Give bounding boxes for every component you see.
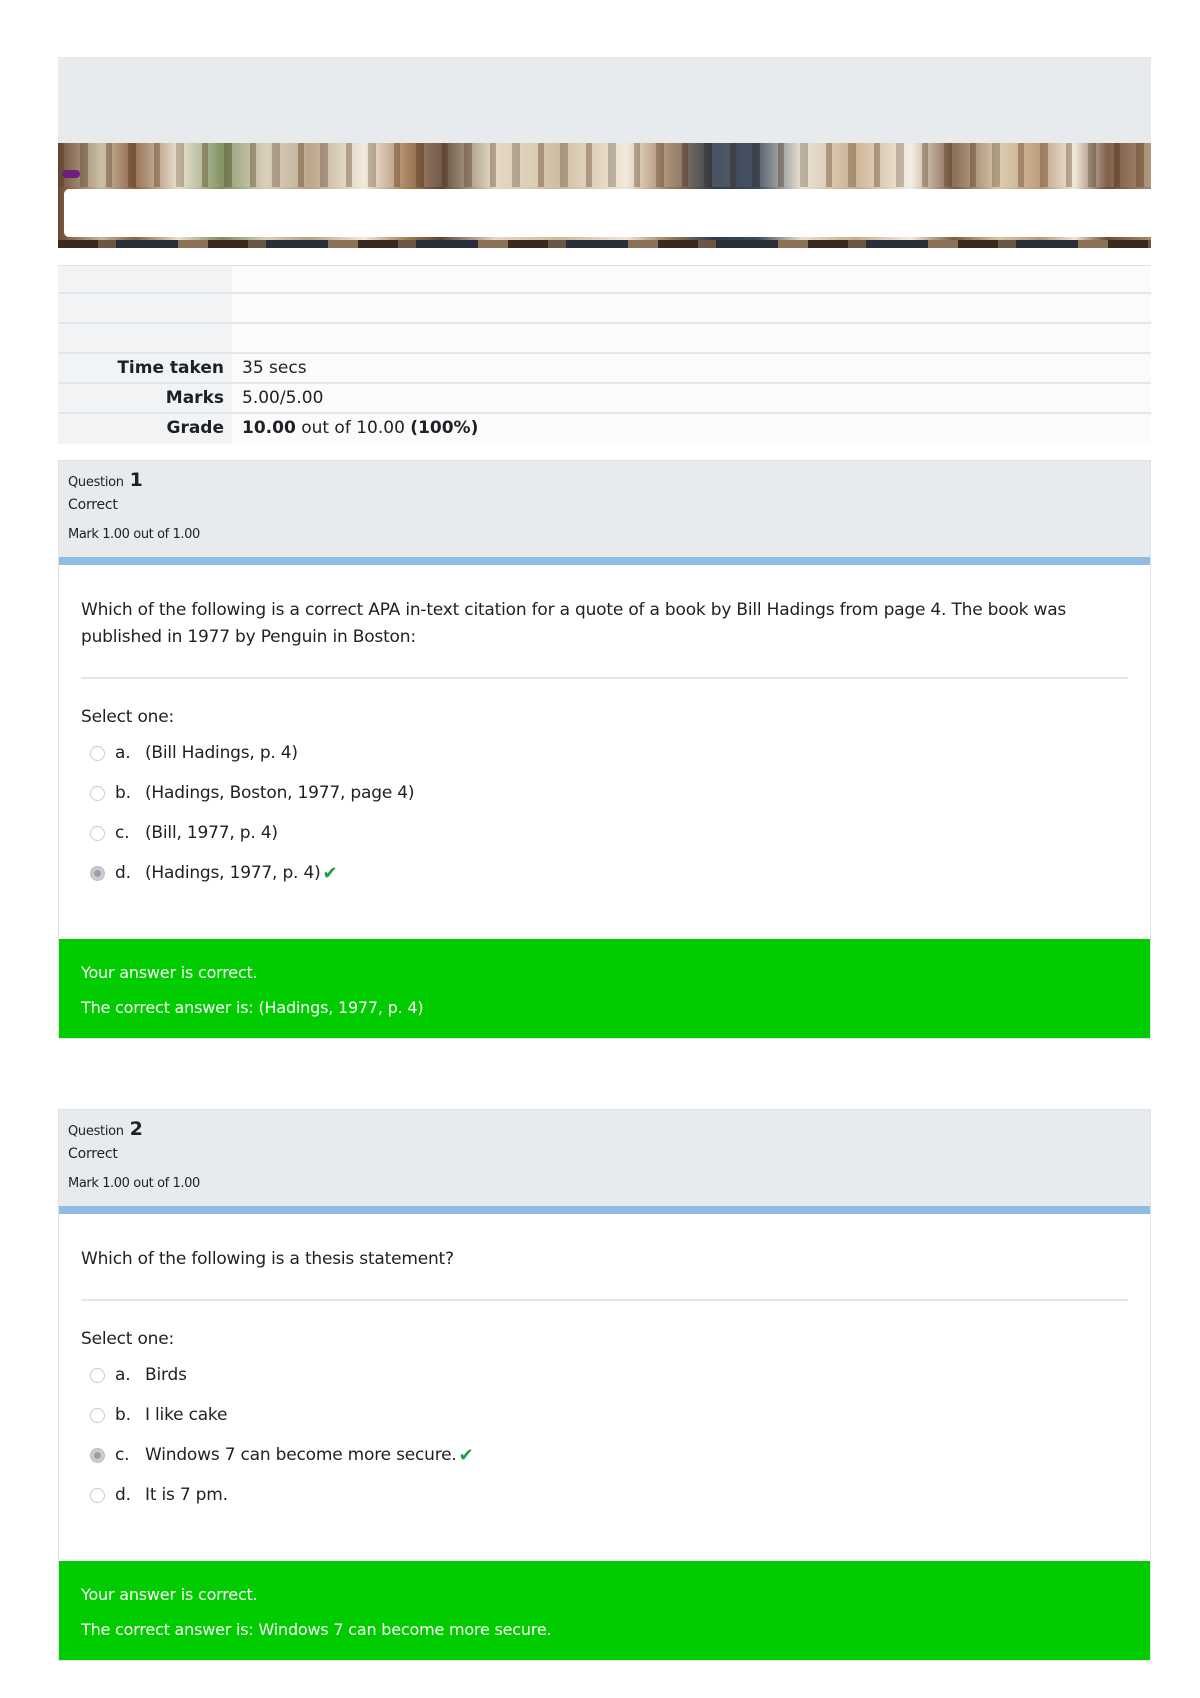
grade-out-of: out of 10.00 <box>301 418 405 438</box>
summary-label <box>58 294 232 322</box>
radio-button[interactable] <box>90 1408 105 1423</box>
option-letter: b. <box>115 783 131 803</box>
radio-button-selected[interactable] <box>90 866 105 881</box>
option-text: It is 7 pm. <box>145 1485 228 1505</box>
answer-option-d[interactable] <box>81 1475 1128 1515</box>
question-mark: Mark 1.00 out of 1.00 <box>68 1176 200 1191</box>
option-text: (Hadings, Boston, 1977, page 4) <box>145 783 415 803</box>
summary-row-grade <box>58 414 1151 444</box>
option-letter: d. <box>115 1485 131 1505</box>
radio-button[interactable] <box>90 786 105 801</box>
time-taken-label: Time taken <box>58 354 232 382</box>
summary-row <box>58 324 1151 354</box>
grade-value <box>232 414 1151 444</box>
option-text: (Bill, 1977, p. 4) <box>145 823 278 843</box>
question-2 <box>58 1109 1151 1661</box>
question-content <box>59 565 1150 939</box>
option-text: (Bill Hadings, p. 4) <box>145 743 298 763</box>
option-text: Windows 7 can become more secure. <box>145 1445 457 1465</box>
question-text: Which of the following is a thesis statement? <box>81 1246 1128 1301</box>
answer-options <box>81 1355 1128 1561</box>
radio-button-selected[interactable] <box>90 1448 105 1463</box>
grade-label: Grade <box>58 414 232 444</box>
summary-value <box>232 294 1151 322</box>
course-banner-image <box>58 143 1151 248</box>
feedback-text: Your answer is correct. <box>81 963 258 982</box>
select-one-prompt: Select one: <box>81 707 175 727</box>
option-text: (Hadings, 1977, p. 4) <box>145 863 321 883</box>
page-header-area <box>58 57 1151 143</box>
grade-score: 10.00 <box>242 418 296 438</box>
summary-value <box>232 266 1151 292</box>
marks-value: 5.00/5.00 <box>232 384 1151 412</box>
summary-row-marks <box>58 384 1151 414</box>
question-info <box>59 461 1150 565</box>
radio-button[interactable] <box>90 826 105 841</box>
answer-option-b[interactable] <box>81 773 1128 813</box>
answer-option-c[interactable] <box>81 1435 1128 1475</box>
question-state: Correct <box>68 497 118 513</box>
course-title-box <box>64 189 1151 237</box>
correct-answer-text: The correct answer is: Windows 7 can become more secure. <box>81 1620 552 1639</box>
answer-option-d[interactable] <box>81 853 1128 893</box>
check-icon: ✔ <box>322 862 338 884</box>
feedback-panel <box>59 1561 1150 1660</box>
question-mark: Mark 1.00 out of 1.00 <box>68 527 200 542</box>
summary-value <box>232 324 1151 352</box>
attempt-summary-table <box>58 265 1151 444</box>
summary-label <box>58 324 232 352</box>
radio-button[interactable] <box>90 1488 105 1503</box>
radio-button[interactable] <box>90 1368 105 1383</box>
banner-handle-icon <box>62 170 80 178</box>
question-number: Question 2 <box>68 1118 143 1140</box>
option-letter: b. <box>115 1405 131 1425</box>
answer-option-c[interactable] <box>81 813 1128 853</box>
question-info <box>59 1110 1150 1214</box>
feedback-panel <box>59 939 1150 1038</box>
summary-label <box>58 266 232 292</box>
question-number: Question 1 <box>68 469 143 491</box>
feedback-text: Your answer is correct. <box>81 1585 258 1604</box>
marks-label: Marks <box>58 384 232 412</box>
option-text: Birds <box>145 1365 187 1385</box>
summary-row <box>58 294 1151 324</box>
question-content <box>59 1214 1150 1561</box>
answer-option-a[interactable] <box>81 1355 1128 1395</box>
option-letter: a. <box>115 743 131 763</box>
answer-option-b[interactable] <box>81 1395 1128 1435</box>
option-letter: a. <box>115 1365 131 1385</box>
question-state: Correct <box>68 1146 118 1162</box>
time-taken-value: 35 secs <box>232 354 1151 382</box>
summary-row-time-taken <box>58 354 1151 384</box>
check-icon: ✔ <box>458 1444 474 1466</box>
summary-row <box>58 266 1151 294</box>
correct-answer-text: The correct answer is: (Hadings, 1977, p. 4) <box>81 998 424 1017</box>
option-text: I like cake <box>145 1405 228 1425</box>
question-1 <box>58 460 1151 1039</box>
answer-option-a[interactable] <box>81 733 1128 773</box>
option-letter: d. <box>115 863 131 883</box>
radio-button[interactable] <box>90 746 105 761</box>
grade-percent: (100%) <box>410 418 479 438</box>
quiz-review-page <box>58 57 1151 1661</box>
answer-options <box>81 733 1128 939</box>
option-letter: c. <box>115 823 130 843</box>
question-text: Which of the following is a correct APA in-text citation for a quote of a book by Bill Hadings from page 4. The book was published in 1977 by Penguin in Boston: <box>81 597 1128 679</box>
option-letter: c. <box>115 1445 130 1465</box>
select-one-prompt: Select one: <box>81 1329 175 1349</box>
